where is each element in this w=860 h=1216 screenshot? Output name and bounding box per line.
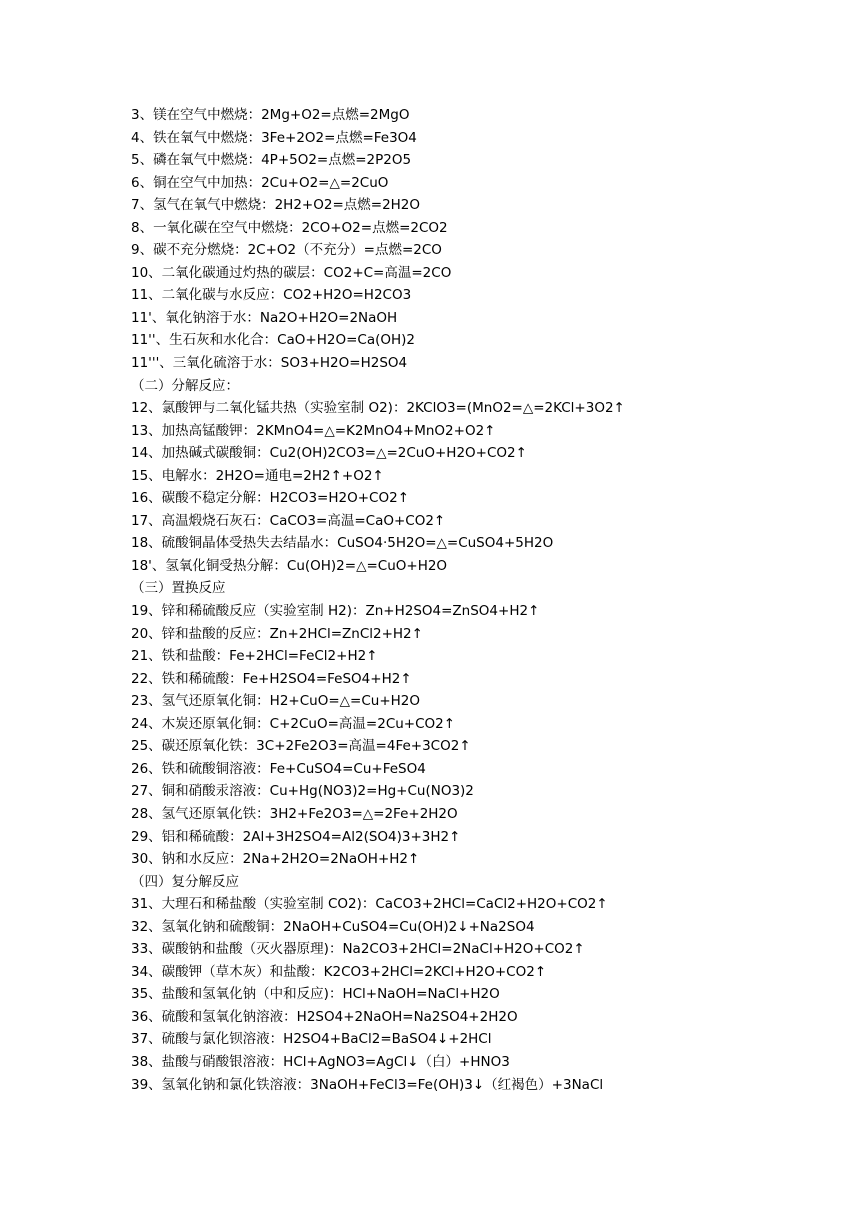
equation-line: 34、碳酸钾（草木灰）和盐酸：K2CO3+2HCl=2KCl+H2O+CO2↑: [131, 963, 547, 980]
equation-line: 10、二氧化碳通过灼热的碳层：CO2+C=高温=2CO: [131, 264, 452, 281]
equation-line: 26、铁和硫酸铜溶液：Fe+CuSO4=Cu+FeSO4: [131, 760, 426, 777]
equation-line: 5、磷在氧气中燃烧：4P+5O2=点燃=2P2O5: [131, 152, 412, 169]
equation-line: 6、铜在空气中加热：2Cu+O2=△=2CuO: [131, 174, 389, 191]
equation-line: 17、高温煅烧石灰石：CaCO3=高温=CaO+CO2↑: [131, 512, 446, 529]
equation-line: 4、铁在氧气中燃烧：3Fe+2O2=点燃=Fe3O4: [131, 129, 417, 146]
equation-list: [131, 104, 831, 1096]
equation-line: 39、氢氧化钠和氯化铁溶液：3NaOH+FeCl3=Fe(OH)3↓（红褐色）+3NaCl: [131, 1076, 604, 1093]
equation-line: 36、硫酸和氢氧化钠溶液：H2SO4+2NaOH=Na2SO4+2H2O: [131, 1008, 518, 1025]
equation-line: 35、盐酸和氢氧化钠（中和反应)：HCl+NaOH=NaCl+H2O: [131, 986, 500, 1003]
equation-line: 21、铁和盐酸：Fe+2HCl=FeCl2+H2↑: [131, 648, 378, 665]
equation-line: 9、碳不充分燃烧：2C+O2（不充分）=点燃=2CO: [131, 242, 442, 259]
equation-line: 31、大理石和稀盐酸（实验室制 CO2)：CaCO3+2HCl=CaCl2+H2O+CO2↑: [131, 896, 608, 913]
equation-line: 11'''、三氧化硫溶于水：SO3+H2O=H2SO4: [131, 355, 408, 372]
equation-line: 19、锌和稀硫酸反应（实验室制 H2)：Zn+H2SO4=ZnSO4+H2↑: [131, 603, 540, 620]
equation-line: 25、碳还原氧化铁：3C+2Fe2O3=高温=4Fe+3CO2↑: [131, 738, 471, 755]
equation-line: 11''、生石灰和水化合：CaO+H2O=Ca(OH)2: [131, 332, 416, 349]
equation-line: 29、铝和稀硫酸：2Al+3H2SO4=Al2(SO4)3+3H2↑: [131, 828, 461, 845]
equation-line: 11'、氧化钠溶于水：Na2O+H2O=2NaOH: [131, 309, 398, 326]
equation-line: 27、铜和硝酸汞溶液：Cu+Hg(NO3)2=Hg+Cu(NO3)2: [131, 783, 474, 800]
equation-line: 28、氢气还原氧化铁：3H2+Fe2O3=△=2Fe+2H2O: [131, 805, 458, 822]
equation-line: 33、碳酸钠和盐酸（灭火器原理)：Na2CO3+2HCl=2NaCl+H2O+CO2↑: [131, 941, 585, 958]
equation-line: 13、加热高锰酸钾：2KMnO4=△=K2MnO4+MnO2+O2↑: [131, 422, 496, 439]
equation-line: 7、氢气在氧气中燃烧：2H2+O2=点燃=2H2O: [131, 197, 421, 214]
equation-line: 18、硫酸铜晶体受热失去结晶水：CuSO4·5H2O=△=CuSO4+5H2O: [131, 535, 554, 552]
equation-line: 8、一氧化碳在空气中燃烧：2CO+O2=点燃=2CO2: [131, 219, 448, 236]
equation-line: 18'、氢氧化铜受热分解：Cu(OH)2=△=CuO+H2O: [131, 557, 448, 574]
equation-line: 24、木炭还原氧化铜：C+2CuO=高温=2Cu+CO2↑: [131, 715, 456, 732]
equation-line: 3、镁在空气中燃烧：2Mg+O2=点燃=2MgO: [131, 107, 410, 123]
equation-line: 15、电解水：2H2O=通电=2H2↑+O2↑: [131, 467, 384, 484]
equation-line: 11、二氧化碳与水反应：CO2+H2O=H2CO3: [131, 287, 412, 304]
section-heading: （三）置换反应: [131, 580, 226, 597]
equation-line: 32、氢氧化钠和硫酸铜：2NaOH+CuSO4=Cu(OH)2↓+Na2SO4: [131, 918, 535, 935]
equation-line: 30、钠和水反应：2Na+2H2O=2NaOH+H2↑: [131, 851, 420, 868]
equation-line: 12、氯酸钾与二氧化锰共热（实验室制 O2)：2KClO3=(MnO2=△=2KCl+3O2↑: [131, 400, 625, 417]
equation-line: 20、锌和盐酸的反应：Zn+2HCl=ZnCl2+H2↑: [131, 625, 423, 642]
equation-line: 16、碳酸不稳定分解：H2CO3=H2O+CO2↑: [131, 490, 410, 507]
equation-line: 22、铁和稀硫酸：Fe+H2SO4=FeSO4+H2↑: [131, 670, 412, 687]
equation-line: 14、加热碱式碳酸铜：Cu2(OH)2CO3=△=2CuO+H2O+CO2↑: [131, 445, 527, 462]
section-heading: （二）分解反应：: [131, 377, 239, 394]
section-heading: （四）复分解反应: [131, 873, 239, 890]
equation-line: 37、硫酸与氯化钡溶液：H2SO4+BaCl2=BaSO4↓+2HCl: [131, 1031, 492, 1048]
equation-line: 23、氢气还原氧化铜：H2+CuO=△=Cu+H2O: [131, 693, 421, 710]
equation-line: 38、盐酸与硝酸银溶液：HCl+AgNO3=AgCl↓（白）+HNO3: [131, 1053, 510, 1070]
